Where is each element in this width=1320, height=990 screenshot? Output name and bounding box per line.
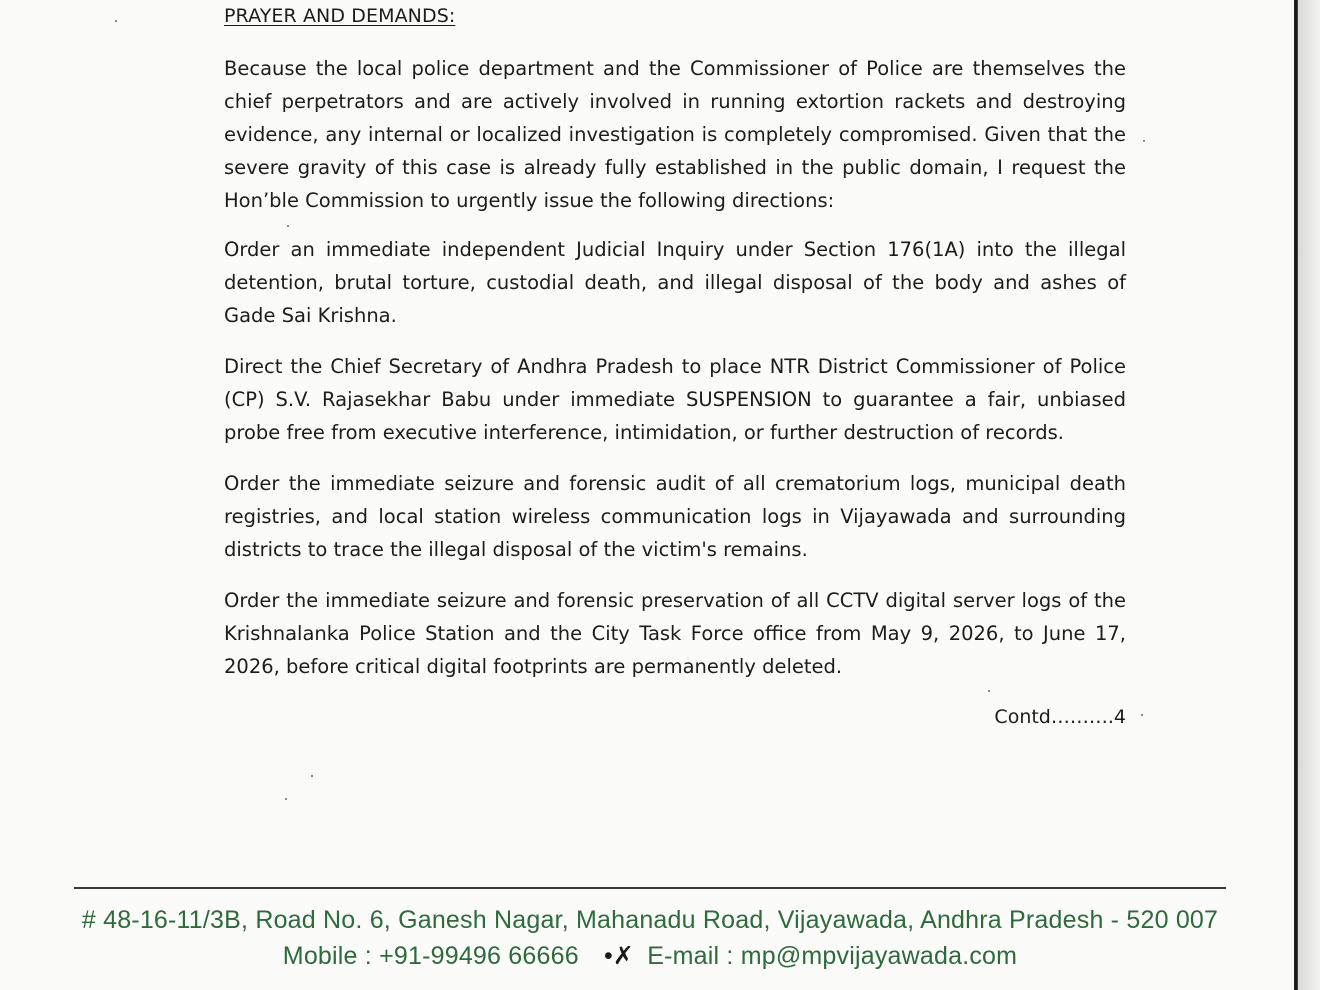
scan-speck (1143, 140, 1145, 142)
scan-speck (285, 798, 287, 800)
paragraph-cctv-preservation: Order the immediate seizure and forensic preservation of all CCTV digital server logs of the Krishnalanka Police Station and the City Task Force office from May 9, 2026, to June 17, 2026, before critical digital footprints are permanently deleted. (224, 589, 1126, 678)
footer-mobile: Mobile : +91-99496 66666 (282, 942, 579, 970)
section-heading: PRAYER AND DEMANDS: (224, 5, 456, 27)
paragraph-suspension: Direct the Chief Secretary of Andhra Pradesh to place NTR District Commissioner of Police (CP) S.V. Rajasekhar Babu under immediate SUSPENSION to guarantee a fair, unbiased probe free from executive interference, intimidation, or further destruction of records. (224, 355, 1126, 444)
footer-separator: •✗ (603, 942, 635, 970)
paragraph-intro: Because the local police department and the Commissioner of Police are themselves the chief perpetrators and are actively involved in running extortion rackets and destroying evidence, any internal or localized investigation is completely compromised. Given that the severe gravity of this case is already fully established in the public domain, I request the Hon’ble Commission to urgently issue the following directions: (224, 57, 1126, 212)
scan-speck (988, 690, 990, 692)
scan-speck (311, 775, 313, 777)
paragraph-forensic-audit: Order the immediate seizure and forensic audit of all crematorium logs, municipal death registries, and local station wireless communication logs in Vijayawada and surrounding districts to trace the illegal disposal of the victim's remains. (224, 472, 1126, 561)
continuation-note: Contd……….4 (994, 706, 1126, 728)
letter-body (224, 2, 1126, 728)
page-edge-background (1298, 0, 1320, 990)
paragraph-judicial-inquiry: Order an immediate independent Judicial Inquiry under Section 176(1A) into the illegal detention, brutal torture, custodial death, and illegal disposal of the body and ashes of Gade Sai Krishna. (224, 238, 1126, 327)
scan-speck (287, 225, 289, 227)
footer-email: E-mail : mp@mpvijayawada.com (647, 942, 1018, 970)
scan-speck (1141, 714, 1143, 716)
footer-divider (74, 887, 1226, 889)
footer-contact (0, 939, 1300, 973)
scan-speck (115, 20, 117, 22)
footer-address: # 48-16-11/3B, Road No. 6, Ganesh Nagar, Mahanadu Road, Vijayawada, Andhra Pradesh - 520 007 (81, 906, 1219, 934)
